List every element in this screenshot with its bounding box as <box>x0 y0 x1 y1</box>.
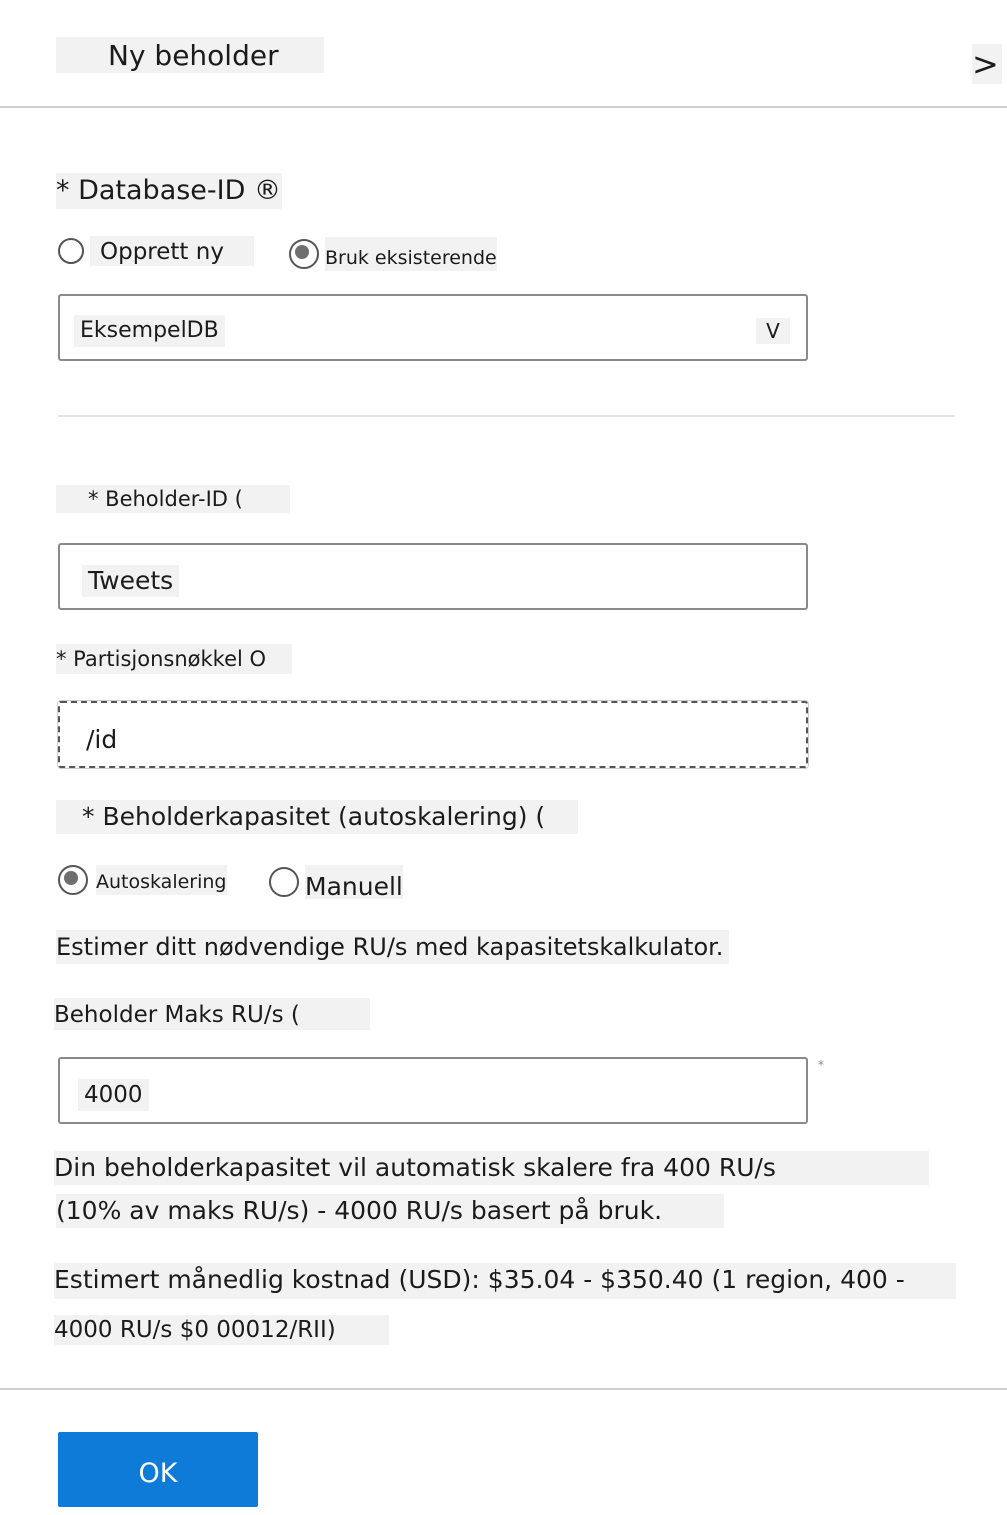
partition-key-input[interactable] <box>58 701 808 768</box>
scale-info-line1: Din beholderkapasitet vil automatisk skalere fra 400 RU/s <box>54 1151 929 1185</box>
cost-estimate-line2: 4000 RU/s $0 00012/RII) <box>54 1315 389 1345</box>
scale-info-line2: (10% av maks RU/s) - 4000 RU/s basert på bruk. <box>56 1194 724 1228</box>
database-id-label: * Database-ID ® <box>56 173 282 209</box>
required-mark: * <box>818 1058 824 1072</box>
radio-use-existing-label: Bruk eksisterende <box>325 237 497 271</box>
radio-manual[interactable] <box>269 865 403 899</box>
chevron-down-icon[interactable]: V <box>756 318 790 344</box>
database-select-value: EksempelDB <box>74 315 225 347</box>
radio-manual-label: Manuell <box>305 865 403 899</box>
database-select[interactable] <box>58 294 808 361</box>
radio-create-new-circle[interactable] <box>58 238 84 264</box>
close-icon[interactable]: > <box>972 44 1002 84</box>
partition-key-label: * Partisjonsnøkkel O <box>56 644 292 674</box>
radio-autoscale[interactable] <box>58 865 227 895</box>
footer-divider <box>0 1388 1007 1390</box>
max-ru-input[interactable] <box>58 1057 808 1124</box>
cost-estimate-line1: Estimert månedlig kostnad (USD): $35.04 - $350.40 (1 region, 400 - <box>54 1263 956 1299</box>
radio-create-new-label: Opprett ny <box>90 236 254 266</box>
container-id-value: Tweets <box>82 565 179 597</box>
radio-autoscale-label: Autoskalering <box>96 865 227 895</box>
max-ru-label: Beholder Maks RU/s ( <box>54 998 370 1030</box>
partition-key-value: /id <box>86 725 118 754</box>
section-divider <box>58 415 955 417</box>
radio-use-existing[interactable] <box>289 237 497 271</box>
ok-button[interactable]: OK <box>58 1432 258 1507</box>
container-id-label: * Beholder-ID ( <box>56 485 290 513</box>
header-divider <box>0 106 1007 108</box>
radio-autoscale-circle[interactable] <box>58 865 88 895</box>
capacity-calculator-link[interactable]: Estimer ditt nødvendige RU/s med kapasitetskalkulator. <box>56 930 729 964</box>
radio-create-new[interactable] <box>58 236 254 266</box>
radio-manual-circle[interactable] <box>269 867 299 897</box>
container-id-input[interactable] <box>58 543 808 610</box>
panel-title: Ny beholder <box>56 37 324 73</box>
capacity-label: * Beholderkapasitet (autoskalering) ( <box>56 800 578 834</box>
radio-use-existing-circle[interactable] <box>289 239 319 269</box>
max-ru-value: 4000 <box>78 1079 149 1111</box>
